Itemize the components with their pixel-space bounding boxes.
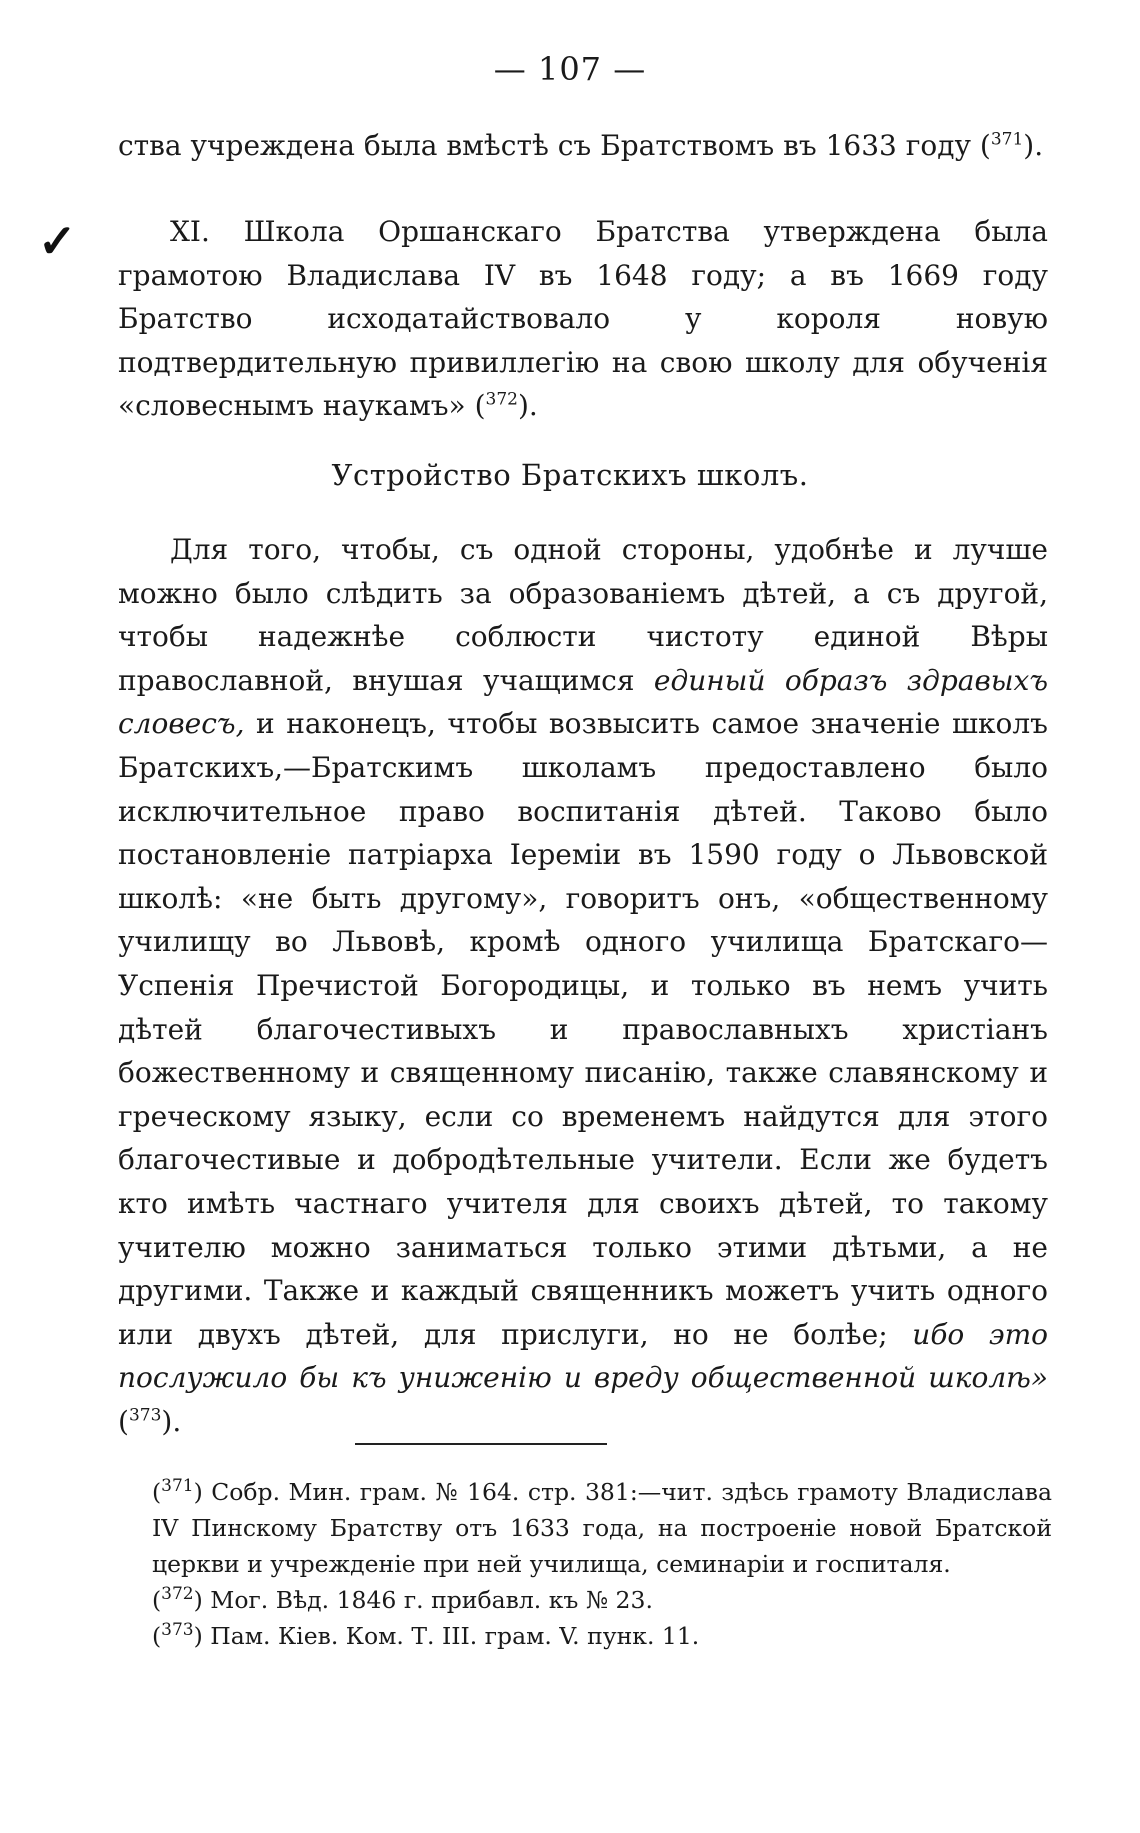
main-italic-b: ибо это послужило бы къ униженію и вреду общественной школѣ»: [118, 1317, 1048, 1395]
main-text-a: Для того, чтобы, съ одной стороны, удобнѣе и лучше можно было слѣдить за образованіемъ дѣтей, а съ другой, чтобы надежнѣе соблюсти чистоту единой Вѣры православной, внушая учащимся: [118, 533, 1048, 697]
footnote-371: ($^{371}$) Собр. Мин. грам. № 164. стр. 381:—чит. здѣсь грамоту Владислава IV Пинскому Братству отъ 1633 года, на построеніе новой Братской церкви и учрежденіе при ней училища, семинаріи и госпиталя.: [152, 1476, 1052, 1578]
footnote-text-373: Пам. Кіев. Ком. Т. III. грам. V. пунк. 11.: [210, 1622, 700, 1650]
footnote-ref-373: 373: [128, 1405, 162, 1426]
footnote-text-371: Собр. Мин. грам. № 164. стр. 381:—чит. здѣсь грамоту Владислава IV Пинскому Братству отъ 1633 года, на построеніе новой Братской церкви и учрежденіе при ней училища, семинаріи и госпиталя.: [152, 1478, 1052, 1578]
footnote-372: ($^{372}$) Мог. Вѣд. 1846 г. прибавл. къ № 23.: [152, 1584, 653, 1614]
footnote-ref-371: 371: [990, 129, 1024, 150]
footnote-373: ($^{373}$) Пам. Кіев. Ком. Т. III. грам. V. пунк. 11.: [152, 1620, 700, 1650]
main-text-b: и наконецъ, чтобы возвысить самое значеніе школъ Братскихъ,—Братскимъ школамъ предоставлено было исключительное право воспитанія дѣтей. Таково было постановленіе патріарха Іереміи въ 1590 году о Львовской школѣ: «не быть другому», говоритъ онъ, «общественному училищу во Львовѣ, кромѣ одного училища Братскаго—Успенія Пречистой Богородицы, и только въ немъ учить дѣтей благочестивыхъ и православныхъ христіанъ божественному и священному писанію, также славянскому и греческому языку, если со временемъ найдутся для этого благочестивые и добродѣтельные учители. Если же будетъ кто имѣть частнаго учителя для своихъ дѣтей, то такому учителю можно заниматься только этими дѣтьми, а не другими. Также и каждый священникъ можетъ учить одного или двухъ дѣтей, для прислуги, но не болѣе;: [118, 707, 1048, 1351]
section-heading: Устройство Братскихъ школъ.: [331, 458, 809, 492]
footnote-ref-372: 372: [485, 390, 518, 411]
main-end: .: [172, 1404, 182, 1438]
footnote-label-372: 372: [161, 1584, 194, 1605]
page-number: — 107 —: [493, 50, 647, 88]
section-xi-paragraph: XI. Школа Оршанскаго Братства утверждена была грамотою Владислава IV въ 1648 году; а въ 1669 году Братство исходатайствовало у короля новую подтвердительную привиллегію на свою школу для обученія «словеснымъ наукамъ» ($^{372}$).: [118, 215, 1048, 423]
footnotes: [152, 1474, 1052, 1654]
margin-check-icon: ✓: [38, 214, 77, 268]
footnote-label-373: 373: [161, 1620, 194, 1641]
continuation-text: ства учреждена была вмѣстѣ съ Братствомъ въ 1633 году: [118, 129, 971, 162]
main-italic-a: единый образъ здравыхъ словесъ,: [118, 663, 1048, 741]
footnote-label-371: 371: [161, 1476, 194, 1497]
footnote-text-372: Мог. Вѣд. 1846 г. прибавл. къ № 23.: [210, 1586, 653, 1614]
main-paragraph: Для того, чтобы, съ одной стороны, удобнѣе и лучше можно было слѣдить за образованіемъ дѣтей, а съ другой, чтобы надежнѣе соблюсти чистоту единой Вѣры православной, внушая учащимся единый образъ здравыхъ словесъ, и наконецъ, чтобы возвысить самое значеніе школъ Братскихъ,—Братскимъ школамъ предоставлено было исключительное право воспитанія дѣтей. Таково было постановленіе патріарха Іереміи въ 1590 году о Львовской школѣ: «не быть другому», говоритъ онъ, «общественному училищу во Львовѣ, кромѣ одного училища Братскаго—Успенія Пречистой Богородицы, и только въ немъ учить дѣтей благочестивыхъ и православныхъ христіанъ божественному и священному писанію, также славянскому и греческому языку, если со временемъ найдутся для этого благочестивые и добродѣтельные учители. Если же будетъ кто имѣть частнаго учителя для своихъ дѣтей, то такому учителю можно заниматься только этими дѣтьми, а не другими. Также и каждый священникъ можетъ учить одного или двухъ дѣтей, для прислуги, но не болѣе; ибо это послужило бы къ униженію и вреду общественной школѣ» ($^{373}$).: [118, 533, 1048, 1438]
continuation-paragraph: ства учреждена была вмѣстѣ съ Братствомъ въ 1633 году ($^{371}$).: [118, 129, 1044, 162]
footnote-divider: [355, 1443, 607, 1445]
section-xi-text: XI. Школа Оршанскаго Братства утверждена была грамотою Владислава IV въ 1648 году; а въ 1669 году Братство исходатайствовало у короля новую подтвердительную привиллегію на свою школу для обученія «словеснымъ наукамъ»: [118, 215, 1048, 423]
